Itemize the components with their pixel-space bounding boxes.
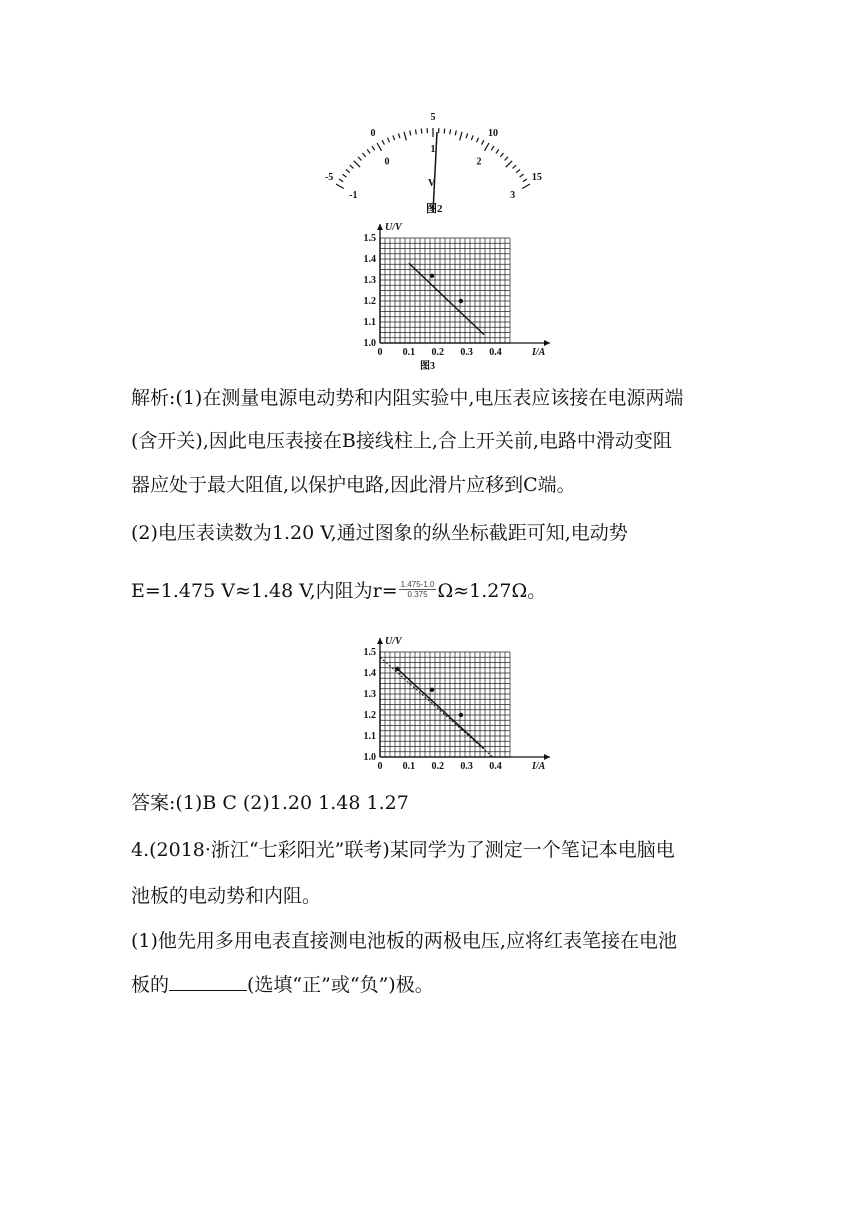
x-tick-label: 0.2 bbox=[431, 347, 445, 358]
y-tick-label: 1.2 bbox=[363, 296, 376, 307]
q4-suffix: (选填“正”或“负”)极。 bbox=[247, 974, 434, 996]
data-point bbox=[430, 688, 434, 692]
y-axis-arrow bbox=[377, 224, 383, 230]
meter-tick bbox=[477, 138, 479, 143]
fraction-numerator: 1.475-1.0 bbox=[400, 579, 435, 589]
x-axis-label: I/A bbox=[532, 761, 546, 772]
meter-tick bbox=[506, 161, 512, 167]
meter-tick bbox=[346, 170, 350, 173]
meter-tick bbox=[460, 132, 462, 141]
x-tick-label: 0 bbox=[377, 761, 383, 772]
meter-outer-label: 5 bbox=[430, 112, 436, 123]
y-tick-label: 1.5 bbox=[363, 647, 376, 658]
meter-tick bbox=[471, 135, 473, 140]
meter-tick bbox=[421, 129, 422, 134]
meter-tick bbox=[516, 170, 520, 173]
y-axis-arrow bbox=[377, 638, 383, 644]
analysis-line-3: 器应处于最大阻值,以保护电路,因此滑片应移到C端。 bbox=[131, 474, 576, 496]
meter-tick bbox=[367, 149, 370, 153]
analysis-line-1: 解析:(1)在测量电源电动势和内阻实验中,电压表应该接在电源两端 bbox=[131, 387, 684, 409]
meter-letter: V bbox=[428, 178, 436, 189]
q4-prefix: 板的 bbox=[131, 974, 170, 996]
meter-tick bbox=[513, 165, 517, 168]
meter-tick bbox=[382, 140, 384, 144]
x-tick-label: 0.2 bbox=[431, 761, 445, 772]
meter-tick bbox=[505, 157, 508, 161]
meter-inner-label: 2 bbox=[476, 156, 482, 168]
meter-tick bbox=[450, 129, 451, 134]
meter-tick bbox=[377, 143, 382, 151]
meter-inner-scale bbox=[349, 144, 515, 201]
meter-tick bbox=[363, 153, 366, 157]
meter-tick bbox=[485, 143, 490, 151]
meter-tick bbox=[342, 174, 346, 177]
question-4-line-2: 池板的电动势和内阻。 bbox=[131, 885, 322, 907]
y-axis-label: U/V bbox=[385, 222, 402, 233]
y-tick-label: 1.1 bbox=[363, 317, 376, 328]
y-tick-label: 1.3 bbox=[363, 275, 376, 286]
figure3-caption: 图3 bbox=[420, 361, 435, 372]
meter-tick bbox=[393, 135, 395, 140]
meter-tick bbox=[387, 138, 389, 143]
x-axis-label: I/A bbox=[532, 347, 546, 358]
meter-tick bbox=[398, 133, 400, 138]
meter-outer-label: 15 bbox=[531, 172, 542, 183]
figure2-caption: 图2 bbox=[426, 203, 443, 215]
x-tick-label: 0.3 bbox=[460, 761, 473, 772]
meter-tick bbox=[404, 132, 406, 141]
data-point bbox=[430, 274, 434, 278]
x-tick-label: 0.4 bbox=[489, 347, 502, 358]
y-tick-label: 1.5 bbox=[363, 233, 376, 244]
meter-inner-label: -1 bbox=[349, 190, 358, 201]
meter-tick bbox=[415, 129, 416, 134]
graph-grid bbox=[380, 652, 510, 757]
x-tick-label: 0.1 bbox=[402, 761, 416, 772]
question-4-line-1: 4.(2018·浙江“七彩阳光”联考)某同学为了测定一个笔记本电脑电 bbox=[131, 839, 675, 861]
x-tick-label: 0.3 bbox=[460, 347, 473, 358]
y-tick-label: 1.4 bbox=[363, 254, 376, 265]
meter-inner-label: 3 bbox=[510, 190, 516, 201]
meter-tick bbox=[520, 174, 524, 177]
graph-figure-answer bbox=[335, 626, 546, 776]
voltmeter-dial bbox=[324, 100, 542, 220]
meter-tick bbox=[358, 157, 361, 161]
y-axis-label: U/V bbox=[385, 636, 402, 647]
resistance-result: Ω≈1.27Ω。 bbox=[437, 580, 547, 602]
meter-outer-label: 10 bbox=[488, 128, 498, 140]
voltmeter-figure bbox=[324, 100, 542, 220]
meter-tick bbox=[455, 130, 456, 135]
meter-tick bbox=[372, 146, 375, 150]
x-axis-arrow bbox=[544, 340, 550, 346]
answer-blank bbox=[169, 972, 247, 991]
meter-tick bbox=[496, 149, 499, 153]
graph-figure-3 bbox=[335, 212, 546, 377]
y-tick-label: 1.0 bbox=[363, 338, 376, 349]
meter-outer-label: -5 bbox=[324, 172, 334, 183]
meter-tick bbox=[522, 184, 530, 189]
meter-tick bbox=[350, 165, 354, 168]
analysis-line-2: (含开关),因此电压表接在B接线柱上,合上开关前,电路中滑动变阻 bbox=[131, 430, 672, 452]
graph-grid bbox=[380, 238, 510, 343]
meter-tick bbox=[444, 129, 445, 134]
x-tick-label: 0 bbox=[377, 347, 383, 358]
extrapolated-line bbox=[380, 657, 493, 757]
x-axis-arrow bbox=[544, 754, 550, 760]
meter-outer-label: 0 bbox=[370, 128, 376, 140]
meter-tick bbox=[336, 184, 344, 189]
emf-text: E=1.475 V≈1.48 V,内阻为r= bbox=[131, 580, 398, 602]
y-tick-label: 1.4 bbox=[363, 668, 376, 679]
ui-graph-1 bbox=[335, 212, 546, 377]
meter-tick bbox=[466, 133, 468, 138]
meter-tick bbox=[410, 130, 411, 135]
data-point bbox=[459, 713, 463, 717]
resistance-fraction bbox=[399, 580, 437, 599]
meter-tick bbox=[523, 179, 527, 182]
meter-tick bbox=[339, 179, 343, 182]
ui-graph-2 bbox=[335, 626, 546, 776]
y-tick-label: 1.0 bbox=[363, 752, 376, 763]
meter-tick bbox=[482, 140, 484, 144]
analysis-line-4: (2)电压表读数为1.20 V,通过图象的纵坐标截距可知,电动势 bbox=[131, 522, 628, 544]
answer-line: 答案:(1)B C (2)1.20 1.48 1.27 bbox=[131, 792, 409, 814]
question-4-line-3: (1)他先用多用电表直接测电池板的两极电压,应将红表笔接在电池 bbox=[131, 930, 677, 952]
meter-inner-label: 0 bbox=[384, 156, 390, 168]
analysis-line-5 bbox=[131, 578, 546, 604]
meter-tick bbox=[500, 153, 503, 157]
data-point bbox=[459, 299, 463, 303]
y-tick-label: 1.3 bbox=[363, 689, 376, 700]
y-tick-label: 1.2 bbox=[363, 710, 376, 721]
x-tick-label: 0.4 bbox=[489, 761, 502, 772]
meter-inner-label: 1 bbox=[430, 144, 436, 155]
x-tick-label: 0.1 bbox=[402, 347, 416, 358]
meter-tick bbox=[354, 161, 360, 167]
question-4-line-4 bbox=[131, 972, 434, 998]
data-point bbox=[395, 667, 399, 671]
fraction-denominator: 0.375 bbox=[407, 589, 428, 599]
meter-tick bbox=[491, 146, 494, 150]
y-tick-label: 1.1 bbox=[363, 731, 376, 742]
